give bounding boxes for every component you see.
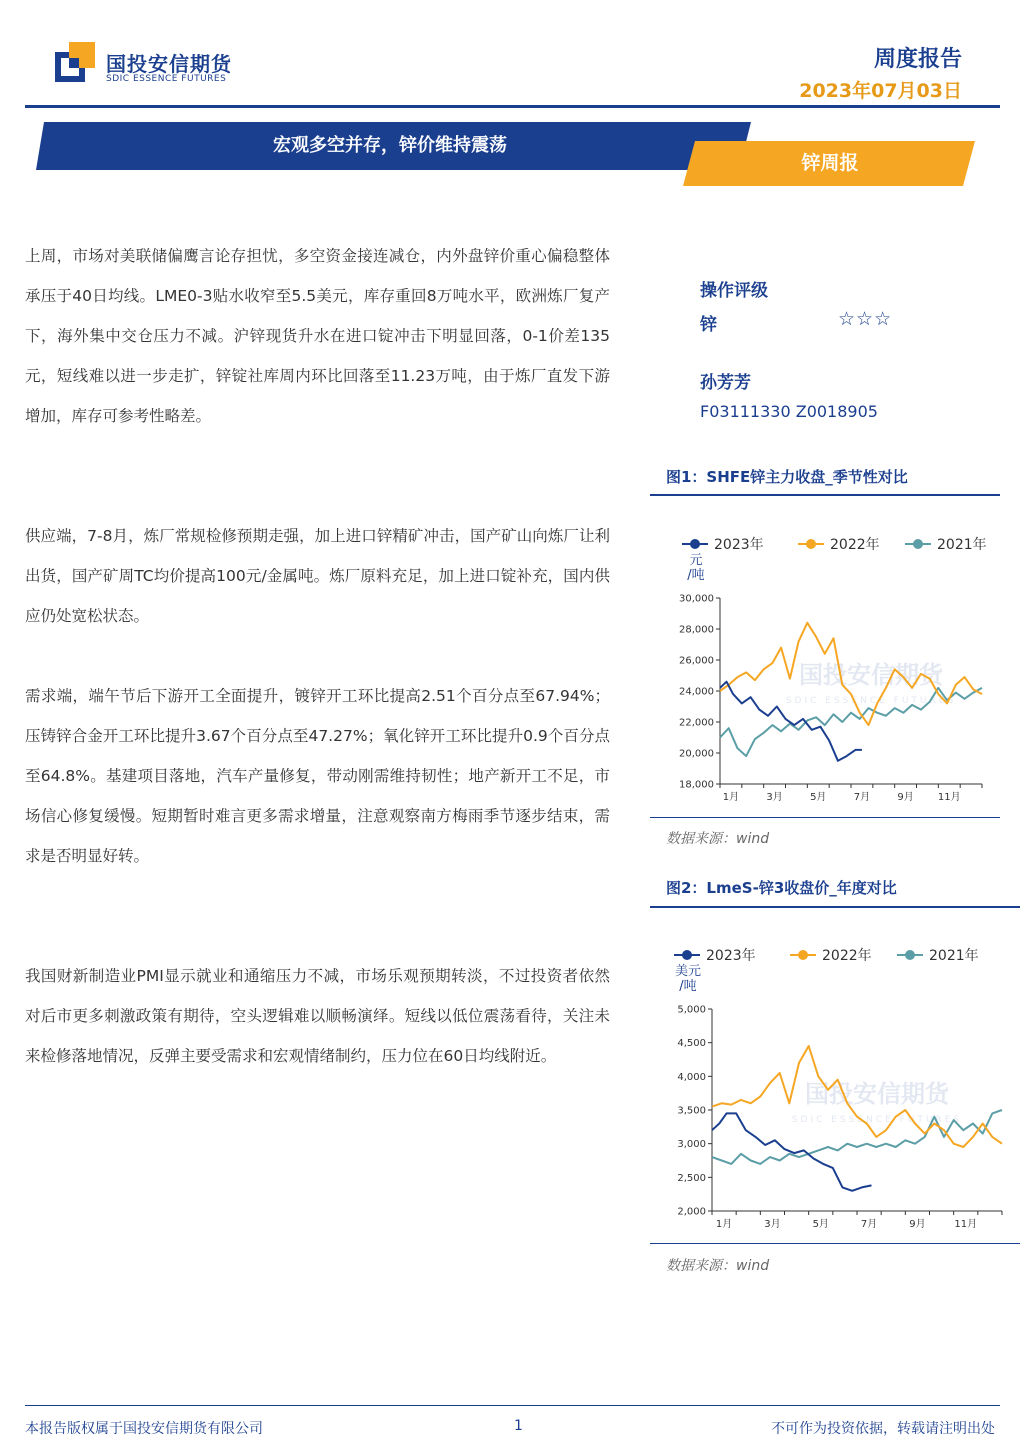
- company-logo-mark: [55, 42, 97, 84]
- figure-1-title-rule: [650, 494, 1000, 496]
- paragraph-supply: 供应端，7-8月，炼厂常规检修预期走强，加上进口锌精矿冲击，国产矿山向炼厂让利出货，国产矿周TC均价提高100元/金属吨。炼厂原料充足，加上进口锭补充，国内供应仍处宽松状态。: [25, 527, 610, 625]
- legend-swatch-dot: [682, 950, 692, 960]
- figure-2-source-rule: [650, 1243, 1020, 1244]
- footer-copyright: 本报告版权属于国投安信期货有限公司: [25, 1421, 263, 1437]
- legend-swatch-dot: [905, 950, 915, 960]
- figure-2-title: 图2：LmeS-锌3收盘价_年度对比: [666, 879, 897, 897]
- rating-stars: ☆☆☆: [838, 308, 893, 330]
- y-tick-label: 3,500: [677, 1105, 706, 1117]
- paragraph-demand: 需求端，端午节后下游开工全面提升，镀锌开工环比提高2.51个百分点至67.94%；压铸锌合金开工环比提升3.67个百分点至47.27%；氧化锌开工环比提升0.9个百分点至64.8%。基建项目落地，汽车产量修复，带动刚需维持韧性；地产新开工不足，市场信心修复缓慢。短期暂时难言更多需求增量，注意观察南方梅雨季节逐步结束，需求是否明显好转。: [25, 687, 610, 865]
- analyst-name: 孙芳芳: [700, 373, 751, 393]
- legend-label: 2022年: [830, 537, 880, 553]
- analyst-license-ids: F03111330 Z0018905: [700, 402, 878, 421]
- figure-2-source: 数据来源：wind: [666, 1258, 770, 1274]
- header-divider: [25, 105, 1000, 108]
- y-tick-label: 26,000: [679, 655, 714, 667]
- figure-1-title: 图1：SHFE锌主力收盘_季节性对比: [666, 468, 908, 486]
- legend-swatch-dot: [798, 950, 808, 960]
- y-tick-label: 4,000: [677, 1071, 706, 1083]
- x-tick-label: 7月: [853, 792, 871, 803]
- report-tag-text: 锌周报: [801, 152, 859, 174]
- x-tick-label: 11月: [937, 792, 961, 803]
- y-tick-label: 2,000: [677, 1206, 706, 1218]
- y-tick-label: 3,000: [677, 1139, 706, 1151]
- rating-commodity: 锌: [700, 315, 717, 335]
- y-tick-label: 20,000: [679, 748, 714, 760]
- y-tick-label: 2,500: [677, 1172, 706, 1184]
- x-tick-label: 9月: [897, 792, 914, 803]
- company-name-en: SDIC ESSENCE FUTURES: [106, 74, 227, 84]
- y-unit-label: 元: [689, 553, 703, 568]
- x-tick-label: 9月: [909, 1219, 926, 1230]
- legend-label: 2023年: [714, 537, 764, 553]
- y-tick-label: 24,000: [679, 686, 714, 698]
- x-tick-label: 11月: [954, 1219, 978, 1230]
- y-tick-label: 28,000: [679, 624, 714, 636]
- figure-2-chart: [650, 932, 1020, 1237]
- report-date: 2023年07月03日: [799, 80, 962, 102]
- x-tick-label: 3月: [766, 792, 783, 803]
- figure-1-chart: [650, 520, 1010, 815]
- x-tick-label: 1月: [715, 1219, 733, 1230]
- legend-swatch-dot: [913, 539, 923, 549]
- footer-divider: [25, 1405, 1000, 1406]
- x-tick-label: 5月: [812, 1219, 829, 1230]
- figure-2-title-rule: [650, 906, 1020, 908]
- y-unit-label-suffix: /吨: [679, 979, 697, 994]
- y-unit-label-suffix: /吨: [687, 568, 705, 583]
- y-tick-label: 5,000: [677, 1004, 706, 1016]
- rating-title: 操作评级: [700, 281, 768, 301]
- x-tick-label: 3月: [764, 1219, 781, 1230]
- x-tick-label: 1月: [722, 792, 740, 803]
- legend-label: 2023年: [706, 948, 756, 964]
- y-unit-label: 美元: [674, 964, 702, 979]
- paragraph-market-review: 上周，市场对美联储偏鹰言论存担忧，多空资金接连减仓，内外盘锌价重心偏稳整体承压于40日均线。LME0-3贴水收窄至5.5美元，库存重回8万吨水平，欧洲炼厂复产下，海外集中交仓压力不减。沪锌现货升水在进口锭冲击下明显回落，0-1价差135元，短线难以进一步走扩，锌锭社库周内环比回落至11.23万吨，由于炼厂直发下游增加，库存可参考性略差。: [25, 247, 610, 425]
- legend-label: 2021年: [929, 948, 979, 964]
- legend-swatch-dot: [806, 539, 816, 549]
- paragraph-outlook: 我国财新制造业PMI显示就业和通缩压力不减，市场乐观预期转淡，不过投资者依然对后市更多刺激政策有期待，空头逻辑难以顺畅演绎。短线以低位震荡看待，关注未来检修落地情况，反弹主要受需求和宏观情绪制约，压力位在60日均线附近。: [25, 967, 610, 1065]
- footer-disclaimer: 不可作为投资依据，转载请注明出处: [771, 1421, 995, 1437]
- legend-label: 2021年: [937, 537, 987, 553]
- y-tick-label: 4,500: [677, 1038, 706, 1050]
- legend-swatch-dot: [690, 539, 700, 549]
- report-type: 周度报告: [873, 47, 962, 72]
- y-tick-label: 18,000: [679, 779, 714, 791]
- x-tick-label: 7月: [860, 1219, 878, 1230]
- watermark-subtext: SDIC ESSENCE FUTURES: [785, 696, 957, 706]
- watermark-text: 国投安信期货: [805, 1080, 949, 1108]
- x-tick-label: 5月: [810, 792, 827, 803]
- figure-1-source-rule: [650, 817, 1000, 818]
- y-tick-label: 22,000: [679, 717, 714, 729]
- legend-label: 2022年: [822, 948, 872, 964]
- company-name-cn: 国投安信期货: [106, 52, 232, 76]
- watermark-subtext: SDIC ESSENCE FUTURES: [791, 1115, 963, 1125]
- series-line-2023年: [712, 1113, 872, 1190]
- y-tick-label: 30,000: [679, 593, 714, 605]
- page-number: 1: [514, 1418, 523, 1434]
- figure-1-source: 数据来源：wind: [666, 831, 770, 847]
- watermark-text: 国投安信期货: [799, 661, 943, 689]
- headline-text: 宏观多空并存，锌价维持震荡: [273, 135, 507, 156]
